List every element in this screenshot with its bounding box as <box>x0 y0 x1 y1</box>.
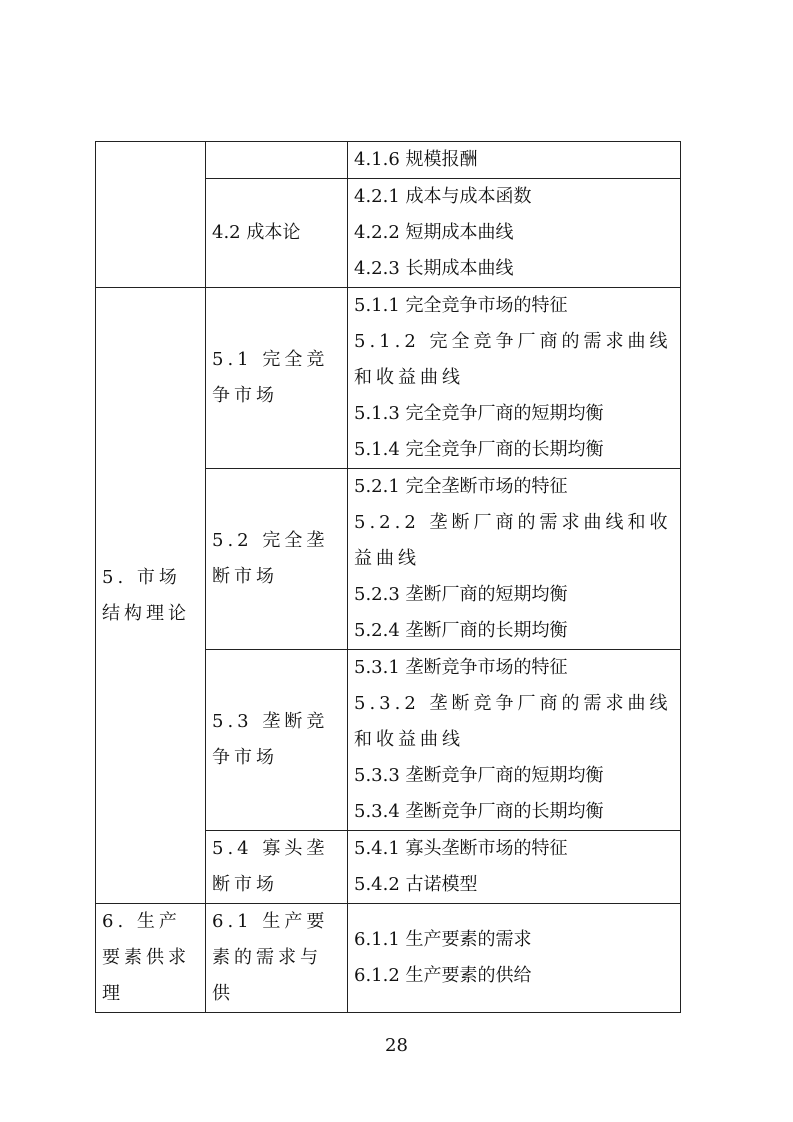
section-cell-6-1 <box>206 904 348 1013</box>
topic-item: 5.4.1 寡头垄断市场的特征 <box>354 838 568 859</box>
topic-cell-5-4 <box>348 831 681 904</box>
section-title: 5.3 垄断竞争市场 <box>212 711 329 768</box>
syllabus-table <box>95 141 681 1013</box>
page-number: 28 <box>385 1035 408 1056</box>
section-title: 5.1 完全竞争市场 <box>212 349 329 406</box>
topic-item: 5.2.1 完全垄断市场的特征 <box>354 476 568 497</box>
topic-item: 5.1.2 完全竞争厂商的需求曲线和收益曲线 <box>354 331 672 388</box>
chapter-cell-6 <box>96 904 206 1013</box>
topic-cell-6-1 <box>348 904 681 1013</box>
topic-cell-5-3 <box>348 650 681 831</box>
topic-item: 5.3.2 垄断竞争厂商的需求曲线和收益曲线 <box>354 693 672 750</box>
section-cell-5-4 <box>206 831 348 904</box>
topic-cell-5-2 <box>348 469 681 650</box>
chapter-title: 5. 市场结构理论 <box>102 566 190 624</box>
chapter-title: 6. 生产要素供求理 <box>102 911 190 1004</box>
topic-item: 5.3.4 垄断竞争厂商的长期均衡 <box>354 801 604 822</box>
topic-item: 5.1.3 完全竞争厂商的短期均衡 <box>354 403 604 424</box>
chapter-cell-5 <box>96 288 206 904</box>
table-row <box>96 904 681 1013</box>
topic-item: 5.2.4 垄断厂商的长期均衡 <box>354 620 568 641</box>
topic-item: 5.2.2 垄断厂商的需求曲线和收益曲线 <box>354 512 672 569</box>
topic-item: 5.3.3 垄断竞争厂商的短期均衡 <box>354 765 604 786</box>
topic-item: 4.1.6 规模报酬 <box>354 149 478 170</box>
section-title: 5.2 完全垄断市场 <box>212 530 329 587</box>
section-cell-5-1 <box>206 288 348 469</box>
section-cell-4-1 <box>206 142 348 179</box>
topic-item: 5.2.3 垄断厂商的短期均衡 <box>354 584 568 605</box>
topic-item: 4.2.3 长期成本曲线 <box>354 258 514 279</box>
section-cell-4-2 <box>206 179 348 288</box>
topic-item: 4.2.1 成本与成本函数 <box>354 186 532 207</box>
section-title: 4.2 成本论 <box>212 222 301 243</box>
topic-item: 5.4.2 古诺模型 <box>354 874 478 895</box>
topic-cell-4-2 <box>348 179 681 288</box>
topic-cell-4-1 <box>348 142 681 179</box>
section-title: 6.1 生产要素的需求与供 <box>212 911 329 1004</box>
topic-item: 5.1.1 完全竞争市场的特征 <box>354 295 568 316</box>
topic-item: 6.1.1 生产要素的需求 <box>354 929 532 950</box>
topic-item: 5.3.1 垄断竞争市场的特征 <box>354 657 568 678</box>
topic-item: 5.1.4 完全竞争厂商的长期均衡 <box>354 439 604 460</box>
table-row <box>96 288 681 469</box>
section-cell-5-3 <box>206 650 348 831</box>
chapter-cell-4 <box>96 142 206 288</box>
topic-cell-5-1 <box>348 288 681 469</box>
section-cell-5-2 <box>206 469 348 650</box>
topic-item: 6.1.2 生产要素的供给 <box>354 965 532 986</box>
topic-item: 4.2.2 短期成本曲线 <box>354 222 514 243</box>
section-title: 5.4 寡头垄断市场 <box>212 838 329 895</box>
table-row <box>96 142 681 179</box>
